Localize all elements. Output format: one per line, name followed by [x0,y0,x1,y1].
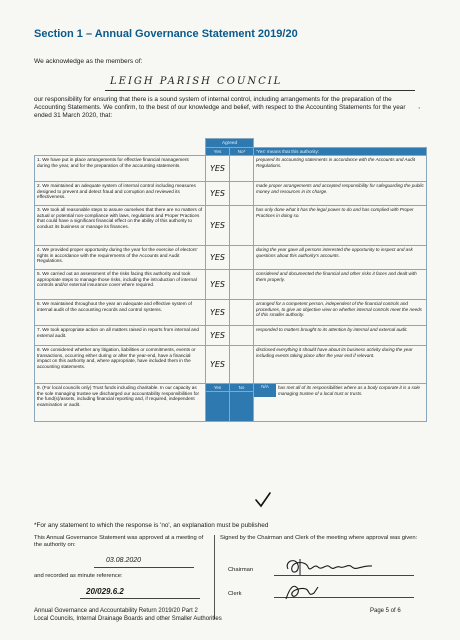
chairman-label: Chairman [228,567,254,573]
trust-yes-label: Yes [206,384,230,392]
table-row [35,246,427,270]
minute-reference-line [80,598,200,599]
no-header: No* [230,147,254,156]
statement-cell: 7. We took appropriate action on all matters raised in reports from internal and external audit. [35,326,206,346]
no-answer-cell [230,300,254,326]
footer-line-1: Annual Governance and Accountability Return 2019/20 Part 2 [34,608,198,614]
na-checkmark-icon [253,490,273,510]
statement-cell: 4. We provided proper opportunity during the year for the exercise of electors' rights in accordance with the requirements of the Accounts and Audit Regulations. [35,246,206,270]
agreed-header: Agreed [206,139,254,148]
meaning-cell: made proper arrangements and accepted responsibility for safeguarding the public money and resources in its charge. [254,182,427,206]
table-row [35,270,427,300]
approval-left [34,535,212,596]
no-answer-cell [230,270,254,300]
margin-mark: , [418,101,421,110]
chairman-signature-icon [280,555,380,577]
statement-cell: 3. We took all reasonable steps to assure ourselves that there are no matters of actual or potential non-compliance with laws, regulations and Proper Practices that could have a significant financial effect on the ability of this authority to conduct its business or manage its finances. [35,206,206,246]
statement-cell: 2. We maintained an adequate system of internal control including measures designed to prevent and detect fraud and corruption and reviewed its effectiveness. [35,182,206,206]
meaning-cell: has only done what it has the legal power to do and has complied with Proper Practices in doing so. [254,206,427,246]
table-row [35,346,427,384]
trust-no-text: No [238,385,245,391]
trust-no-box [230,392,254,422]
page-number: Page 5 of 6 [370,608,401,614]
no-answer-cell [230,182,254,206]
trust-meaning-wrap [254,384,427,422]
yes-answer-cell [206,206,230,246]
approval-section [34,535,426,619]
meaning-cell: arranged for a competent person, independent of the financial controls and procedures, to give an objective view on whether internal controls meet the needs of this smaller authority. [254,300,427,326]
no-answer-cell [230,206,254,246]
clerk-label: Clerk [228,591,242,597]
yes-answer: YES [209,252,226,262]
approval-divider [214,535,215,619]
meaning-cell: disclosed everything it should have about its business activity during the year including events taking place after the year end if relevant. [254,346,427,384]
meaning-cell: prepared its accounting statements in accordance with the Accounts and Audit Regulations. [254,156,427,182]
trust-row-labels [35,384,427,392]
trust-no-label [230,384,254,392]
meaning-header: 'Yes' means that this authority: [254,147,427,156]
yes-answer: YES [209,359,226,369]
trust-yes-box [206,392,230,422]
trust-na-label: N/A [254,384,276,397]
meeting-date: 03.08.2020 [106,557,142,564]
table-row [35,206,427,246]
statement-cell: 1. We have put in place arrangements for effective financial management during the year, and for the preparation of the accounting statements. [35,156,206,182]
yes-answer: YES [209,279,226,289]
section-title: Section 1 – Annual Governance Statement 2019/20 [34,28,298,40]
no-answer-cell [230,246,254,270]
trust-statement-cell: 9. (For local councils only) Trust funds including charitable. In our capacity as the sole managing trustee we discharged our accountability responsibilities for the fund(s)/assets, including financial reporting and, if required, independent examination or audit. [35,384,206,422]
trust-meaning-text: has met all of its responsibilities where as a body corporate it is a sole managing trustee of a local trust or trusts. [278,385,420,396]
yes-answer: YES [209,307,226,317]
meaning-cell: responded to matters brought to its attention by internal and external audit. [254,326,427,346]
footer-line-2: Local Councils, Internal Drainage Boards and other Smaller Authorities [34,615,222,622]
yes-answer-cell [206,182,230,206]
yes-answer: YES [209,163,226,173]
yes-answer: YES [209,220,226,230]
footnote: *For any statement to which the response is 'no', an explanation must be published [34,522,269,529]
table-row [35,326,427,346]
yes-answer-cell [206,270,230,300]
council-name-underline [105,90,415,91]
statement-cell: 6. We maintained throughout the year an adequate and effective system of internal audit of the accounting records and control systems. [35,300,206,326]
approval-right [220,535,426,597]
no-answer-cell [230,326,254,346]
minute-reference-label: and recorded as minute reference: [34,573,123,579]
intro-text: our responsibility for ensuring that there is a sound system of internal control, including arrangements for the preparation of the Accounting Statements. We confirm, to the best of our knowledge and belief, with respect to the Accounting Statements for the year ended 31 March 2020, that: [34,96,406,119]
yes-answer-cell [206,156,230,182]
minute-reference-value: 20/029.6.2 [86,587,124,596]
table-row [35,182,427,206]
meaning-cell: during the year gave all persons interested the opportunity to inspect and ask questions about this authority's accounts. [254,246,427,270]
acknowledge-text: We acknowledge as the members of: [34,58,143,65]
trust-meaning-flex [254,384,426,397]
yes-header: Yes [206,147,230,156]
table-header-row-1 [35,139,427,148]
yes-answer: YES [209,188,226,198]
header-blank [35,139,206,156]
statement-cell: 8. We considered whether any litigation, liabilities or commitments, events or transactions, occurring either during or after the year-end, have a financial impact on this authority and, where appropriate, have included them in the accounting statements. [35,346,206,384]
table-row [35,156,427,182]
yes-answer-cell [206,326,230,346]
yes-answer: YES [209,330,226,340]
meeting-date-line [94,567,194,568]
table-row [35,300,427,326]
header-blank-right [254,139,427,148]
footer-left [34,608,222,623]
yes-answer-cell [206,300,230,326]
yes-answer-cell [206,346,230,384]
yes-answer-cell [206,246,230,270]
no-answer-cell [230,156,254,182]
clerk-signature-icon [280,581,320,603]
governance-table [34,138,427,422]
meaning-cell: considered and documented the financial and other risks it faces and dealt with them properly. [254,270,427,300]
statement-cell: 5. We carried out an assessment of the risks facing this authority and took appropriate steps to manage those risks, including the introduction of internal controls and/or external insurance cover where required. [35,270,206,300]
no-answer-cell [230,346,254,384]
approval-text: This Annual Governance Statement was approved at a meeting of the authority on: [34,535,204,549]
signed-by-text: Signed by the Chairman and Clerk of the meeting where approval was given: [220,535,418,541]
council-name: LEIGH PARISH COUNCIL [110,76,283,87]
